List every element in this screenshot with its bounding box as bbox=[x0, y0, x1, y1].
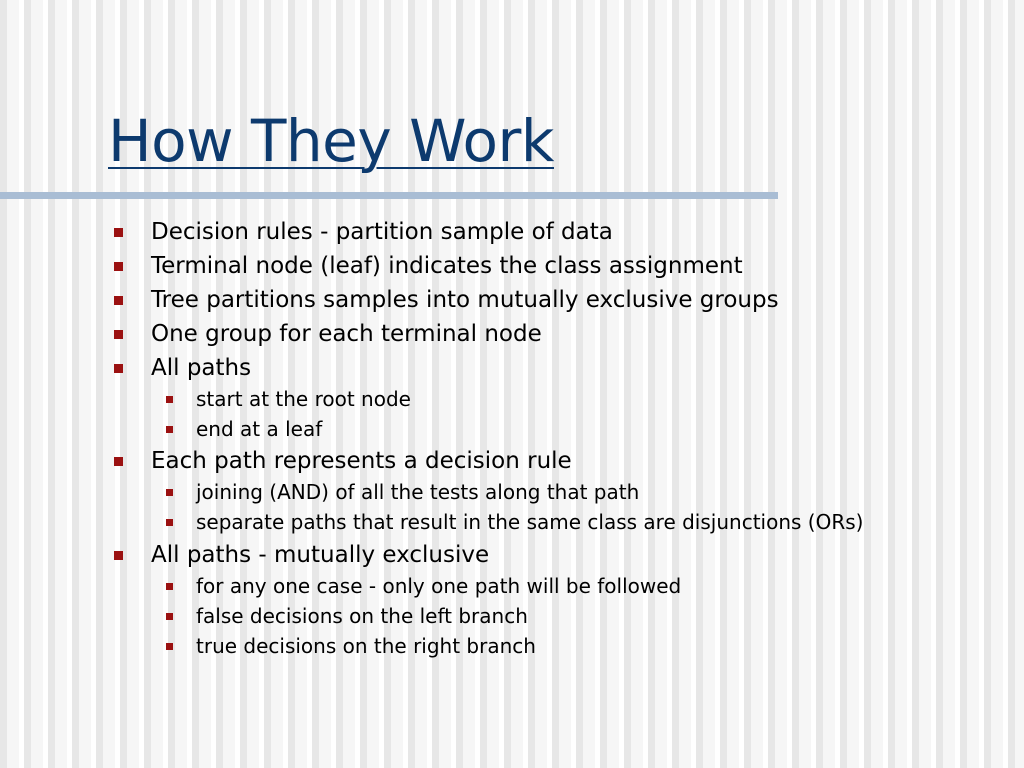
sub-bullet-text: start at the root node bbox=[196, 387, 411, 411]
bullet-text: All paths - mutually exclusive bbox=[151, 542, 490, 568]
sub-bullet-item bbox=[196, 633, 536, 659]
sub-bullet-item bbox=[196, 479, 639, 505]
bullet-text: Decision rules - partition sample of data bbox=[151, 219, 613, 245]
bullet-text: Tree partitions samples into mutually exclusive groups bbox=[151, 287, 779, 313]
square-bullet-icon bbox=[114, 330, 123, 339]
square-bullet-icon bbox=[166, 613, 173, 620]
square-bullet-icon bbox=[114, 296, 123, 305]
sub-bullet-item bbox=[196, 573, 681, 599]
bullet-text: Terminal node (leaf) indicates the class assignment bbox=[151, 253, 743, 279]
square-bullet-icon bbox=[114, 551, 123, 560]
sub-bullet-item bbox=[196, 386, 411, 412]
square-bullet-icon bbox=[166, 643, 173, 650]
square-bullet-icon bbox=[166, 583, 173, 590]
sub-bullet-item bbox=[196, 416, 322, 442]
square-bullet-icon bbox=[166, 519, 173, 526]
title-divider bbox=[0, 192, 778, 199]
sub-bullet-item bbox=[196, 509, 863, 535]
bullet-text: All paths bbox=[151, 355, 252, 381]
square-bullet-icon bbox=[114, 262, 123, 271]
sub-bullet-text: joining (AND) of all the tests along that path bbox=[196, 480, 640, 504]
sub-bullet-text: true decisions on the right branch bbox=[196, 634, 536, 658]
bullet-item bbox=[151, 446, 572, 476]
sub-bullet-text: false decisions on the left branch bbox=[196, 604, 528, 628]
bullet-item bbox=[151, 217, 613, 247]
square-bullet-icon bbox=[166, 396, 173, 403]
sub-bullet-text: end at a leaf bbox=[196, 417, 323, 441]
square-bullet-icon bbox=[114, 364, 123, 373]
bullet-item bbox=[151, 251, 743, 281]
bullet-item bbox=[151, 285, 779, 315]
slide-title: How They Work bbox=[108, 107, 554, 175]
bullet-item bbox=[151, 319, 542, 349]
square-bullet-icon bbox=[114, 457, 123, 466]
sub-bullet-item bbox=[196, 603, 528, 629]
square-bullet-icon bbox=[114, 228, 123, 237]
sub-bullet-text: separate paths that result in the same class are disjunctions (ORs) bbox=[196, 510, 864, 534]
sub-bullet-text: for any one case - only one path will be followed bbox=[196, 574, 682, 598]
square-bullet-icon bbox=[166, 489, 173, 496]
bullet-item bbox=[151, 353, 251, 383]
bullet-item bbox=[151, 540, 489, 570]
square-bullet-icon bbox=[166, 426, 173, 433]
bullet-text: One group for each terminal node bbox=[151, 321, 542, 347]
bullet-text: Each path represents a decision rule bbox=[151, 448, 572, 474]
